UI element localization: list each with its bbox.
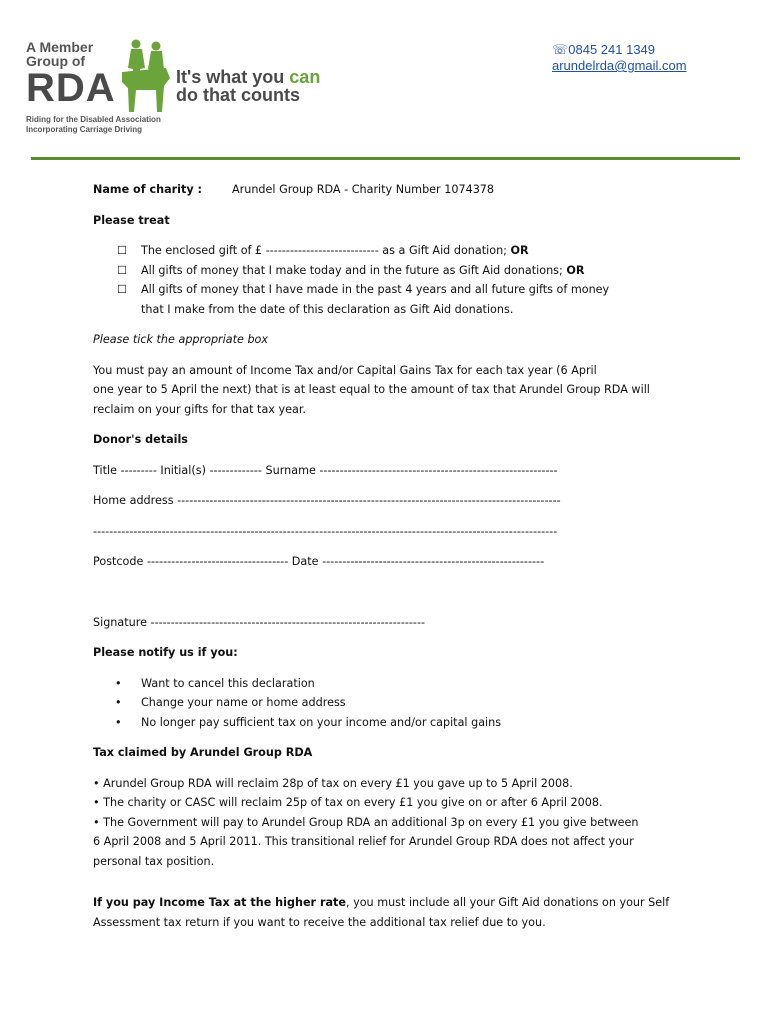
tagline-line1: It's what you — [176, 67, 290, 87]
bullet-icon: • — [115, 715, 122, 729]
notify-item-text: Change your name or home address — [141, 696, 346, 709]
logo-sub-line1: Riding for the Disabled Association — [26, 115, 161, 124]
horse-rider-icon — [118, 38, 172, 114]
please-treat-heading: Please treat — [93, 213, 170, 227]
checkbox-icon[interactable]: ☐ — [117, 244, 128, 257]
logo-subtitle — [26, 115, 161, 135]
higher-rate-line1 — [93, 893, 673, 913]
logo-member-line1: A Member — [26, 39, 94, 55]
checkbox-icon[interactable]: ☐ — [117, 283, 128, 296]
tax-claimed-heading: Tax claimed by Arundel Group RDA — [93, 746, 313, 759]
notify-item — [93, 674, 673, 694]
logo-sub-line2: Incorporating Carriage Driving — [26, 125, 143, 134]
notify-item — [93, 693, 673, 713]
email-link[interactable]: arundelrda@gmail.com — [552, 58, 687, 73]
donor-details-heading: Donor's details — [93, 433, 188, 446]
charity-label: Name of charity : — [93, 183, 203, 196]
notify-item-text: Want to cancel this declaration — [141, 676, 315, 690]
higher-rate-bold: If you pay Income Tax at the higher rate — [93, 896, 346, 909]
option-text: All gifts of money that I have made in the past 4 years and all future gifts of money — [141, 283, 610, 296]
higher-rate-text: , you must include all your Gift Aid donations on your Self — [345, 896, 670, 909]
logo-rda-text: RDA — [26, 66, 116, 110]
checkbox-icon[interactable]: ☐ — [117, 263, 128, 277]
claimed-line: • The Government will pay to Arundel Group RDA an additional 3p on every £1 you give between — [93, 815, 639, 829]
notify-heading: Please notify us if you: — [93, 646, 238, 659]
home-address-field-2[interactable]: ------------------------------------------------------------------------------------------------------------------- — [93, 524, 558, 538]
logo-member-line2: Group of — [26, 53, 86, 69]
title-initials-surname-field[interactable]: Title --------- Initial(s) ------------- Surname ----------------------------------------------------------- — [93, 463, 558, 477]
tagline-can: can — [289, 67, 321, 87]
claimed-line: 6 April 2008 and 5 April 2011. This transitional relief for Arundel Group RDA does not affect your — [93, 835, 634, 848]
charity-row — [93, 180, 673, 200]
tax-para-line3: reclaim on your gifts for that tax year. — [93, 402, 306, 416]
option-text: All gifts of money that I make today and in the future as Gift Aid donations; — [141, 263, 567, 277]
notify-item — [93, 713, 673, 733]
postcode-date-field[interactable]: Postcode ----------------------------------- Date ------------------------------------------------------- — [93, 555, 545, 568]
option-or: OR — [566, 263, 585, 277]
option-all-future-gifts[interactable] — [93, 261, 673, 281]
phone-number: ☏0845 241 1349 — [552, 42, 656, 57]
claimed-line: personal tax position. — [93, 854, 215, 868]
option-continuation: that I make from the date of this declaration as Gift Aid donations. — [141, 302, 514, 316]
claimed-line: • The charity or CASC will reclaim 25p of tax on every £1 you give on or after 6 April 2008. — [93, 796, 603, 809]
header-divider — [31, 157, 740, 160]
logo-tagline — [176, 68, 320, 104]
higher-rate-line2: Assessment tax return if you want to receive the additional tax relief due to you. — [93, 915, 546, 929]
tick-note: Please tick the appropriate box — [93, 333, 269, 346]
tagline-line2: do that counts — [176, 85, 300, 105]
charity-value: Arundel Group RDA - Charity Number 1074378 — [232, 183, 495, 196]
tax-para-line1: You must pay an amount of Income Tax and/or Capital Gains Tax for each tax year (6 April — [93, 363, 597, 377]
option-or: OR — [510, 244, 529, 257]
signature-field[interactable]: Signature -------------------------------------------------------------------- — [93, 615, 426, 629]
rda-logo — [26, 38, 326, 138]
option-enclosed-gift[interactable] — [93, 241, 673, 261]
contact-block — [552, 42, 687, 74]
tax-para-line2: one year to 5 April the next) that is at least equal to the amount of tax that Arundel Group RDA will — [93, 383, 650, 396]
bullet-icon: • — [115, 696, 122, 709]
option-past-and-future-gifts[interactable] — [93, 280, 673, 300]
bullet-icon: • — [115, 676, 122, 690]
claimed-line: • Arundel Group RDA will reclaim 28p of tax on every £1 you gave up to 5 April 2008. — [93, 776, 573, 790]
notify-item-text: No longer pay sufficient tax on your income and/or capital gains — [141, 715, 502, 729]
option-text: The enclosed gift of £ ---------------------------- as a Gift Aid donation; — [141, 244, 511, 257]
logo-member-text — [26, 40, 93, 68]
home-address-field[interactable]: Home address ----------------------------------------------------------------------------------------------- — [93, 494, 561, 507]
gift-aid-declaration — [93, 180, 673, 932]
